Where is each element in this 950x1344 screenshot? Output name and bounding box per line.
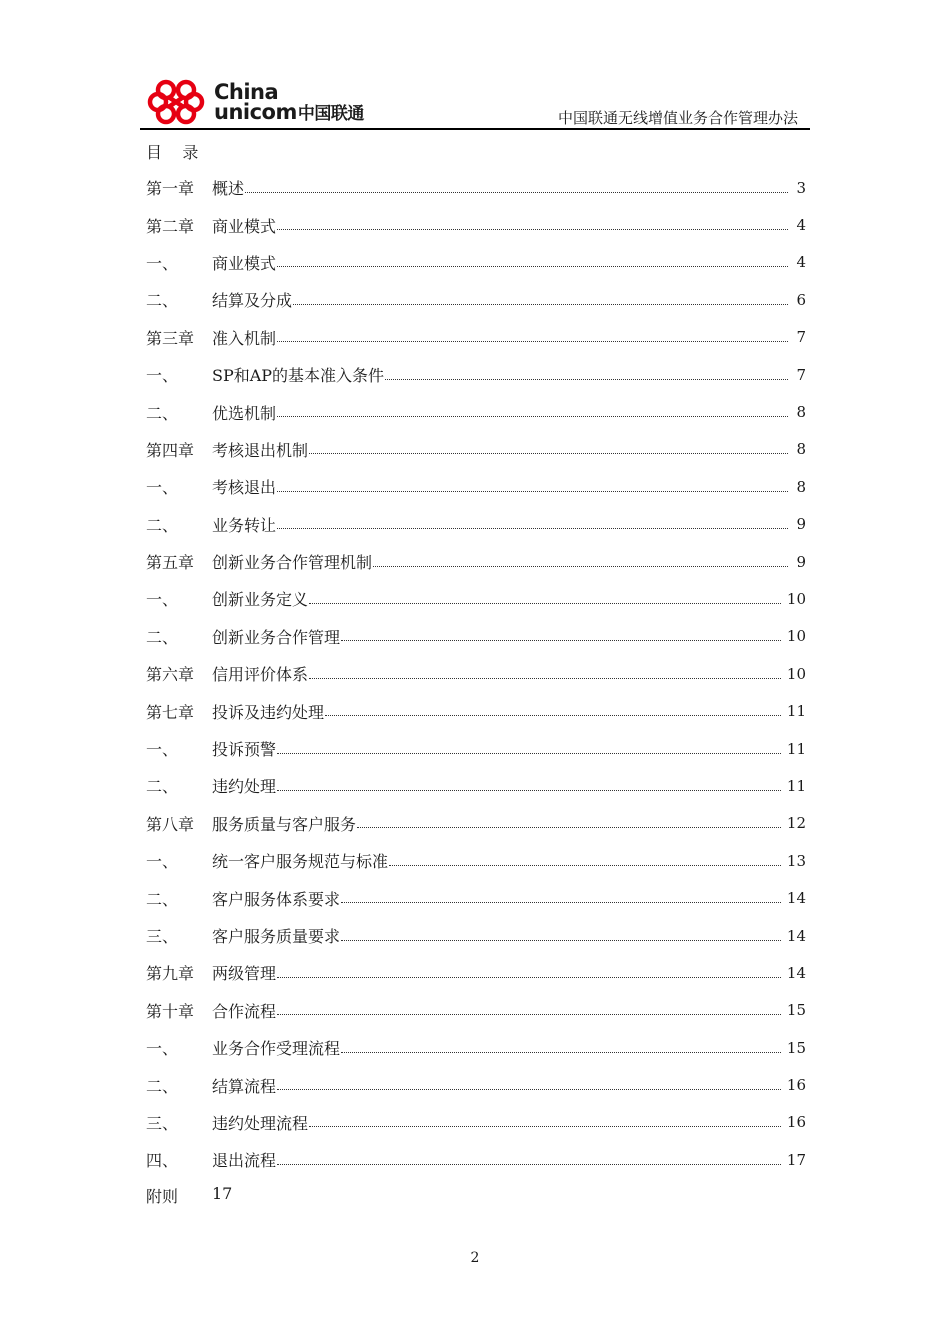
toc-entry[interactable]	[146, 618, 810, 655]
toc-dot-leader	[277, 527, 788, 529]
toc-entry[interactable]	[146, 917, 810, 954]
toc-entry-number: 二、	[146, 515, 179, 535]
toc-dot-leader	[385, 378, 788, 380]
toc-entry[interactable]	[146, 767, 810, 804]
toc-entry-number: 第二章	[146, 216, 195, 236]
toc-entry-page: 13	[786, 851, 806, 870]
toc-entry-title: 客户服务体系要求	[212, 889, 341, 909]
toc-entry-title: 客户服务质量要求	[212, 927, 341, 946]
toc-dot-leader	[309, 452, 788, 454]
toc-entry-title: 创新业务合作管理	[212, 627, 341, 647]
toc-dot-leader	[277, 789, 781, 791]
toc-dot-leader	[341, 939, 781, 941]
toc-entry-title: 准入机制	[212, 328, 277, 348]
toc-entry-number: 四、	[146, 1151, 179, 1171]
toc-entry-number: 第四章	[146, 440, 195, 460]
toc-entry[interactable]	[146, 431, 810, 468]
toc-entry-number: 二、	[146, 403, 179, 423]
toc-entry-page: 15	[786, 1001, 806, 1020]
logo-text-unicom	[214, 99, 364, 124]
toc-entry-page: 9	[796, 552, 806, 571]
toc-entry[interactable]	[146, 506, 810, 543]
toc-entry-page: 16	[786, 1076, 806, 1095]
toc-entry-number: 第六章	[146, 665, 195, 685]
toc-entry-title: 优选机制	[212, 403, 277, 423]
toc-entry-number: 第七章	[146, 702, 195, 722]
toc-entry-title: 违约处理流程	[212, 1113, 309, 1133]
toc-entry-number: 第八章	[146, 814, 195, 834]
toc-entry[interactable]	[146, 730, 810, 767]
table-of-contents	[146, 169, 810, 1179]
toc-dot-leader	[277, 1163, 781, 1165]
toc-entry-title: 退出流程	[212, 1151, 277, 1171]
toc-entry[interactable]	[146, 468, 810, 505]
toc-entry-title: 统一客户服务规范与标准	[212, 852, 389, 872]
toc-entry-number: 一、	[146, 740, 179, 760]
toc-dot-leader	[277, 265, 788, 267]
toc-entry-title: 考核退出	[212, 478, 277, 498]
toc-entry-title: 概述	[212, 179, 245, 199]
toc-dot-leader	[389, 864, 781, 866]
china-unicom-logo	[146, 72, 386, 128]
toc-entry-page: 8	[796, 403, 806, 422]
toc-entry[interactable]	[146, 356, 810, 393]
toc-entry-page: 10	[786, 664, 806, 683]
toc-entry-title: 商业模式	[212, 216, 277, 236]
toc-entry-page: 6	[796, 290, 806, 309]
toc-entry-page: 14	[786, 926, 806, 945]
toc-entry-page: 8	[796, 440, 806, 459]
toc-entry-number: 一、	[146, 852, 179, 872]
toc-dot-leader	[357, 826, 781, 828]
unicom-knot-icon	[146, 72, 212, 128]
toc-entry-title: 结算及分成	[212, 291, 293, 311]
toc-dot-leader	[293, 303, 788, 305]
toc-entry-page: 3	[796, 178, 806, 197]
toc-entry-title: SP和AP的基本准入条件	[212, 366, 385, 386]
toc-entry-page: 15	[786, 1038, 806, 1057]
toc-entry-title: 结算流程	[212, 1076, 277, 1096]
toc-appendix-row[interactable]	[146, 1184, 232, 1207]
toc-entry-title: 投诉及违约处理	[212, 702, 325, 722]
page-number: 2	[470, 1250, 480, 1266]
toc-entry-title: 信用评价体系	[212, 665, 309, 685]
toc-entry-title: 合作流程	[212, 1001, 277, 1021]
toc-entry[interactable]	[146, 281, 810, 318]
toc-entry-title: 业务转让	[212, 515, 277, 535]
toc-entry[interactable]	[146, 393, 810, 430]
toc-entry-page: 12	[786, 814, 806, 833]
toc-entry-page: 4	[796, 216, 806, 235]
toc-dot-leader	[277, 1013, 781, 1015]
toc-entry-title: 投诉预警	[212, 740, 277, 760]
toc-entry-page: 7	[796, 365, 806, 384]
toc-entry-page: 10	[786, 589, 806, 608]
toc-entry[interactable]	[146, 319, 810, 356]
toc-entry[interactable]	[146, 805, 810, 842]
toc-entry-number: 一、	[146, 478, 179, 498]
toc-entry-number: 一、	[146, 590, 179, 610]
toc-entry-page: 7	[796, 328, 806, 347]
toc-entry-title: 业务合作受理流程	[212, 1039, 341, 1059]
toc-entry[interactable]	[146, 580, 810, 617]
toc-appendix-label: 附则	[146, 1187, 179, 1206]
toc-entry-number: 二、	[146, 777, 179, 797]
toc-entry-number: 二、	[146, 889, 179, 909]
toc-dot-leader	[341, 901, 781, 903]
toc-entry-number: 二、	[146, 291, 179, 311]
toc-entry[interactable]	[146, 1066, 810, 1103]
toc-entry-title: 两级管理	[212, 964, 277, 984]
toc-entry-page: 8	[796, 477, 806, 496]
toc-dot-leader	[341, 1051, 781, 1053]
toc-entry[interactable]	[146, 954, 810, 991]
toc-entry[interactable]	[146, 992, 810, 1029]
toc-entry-page: 17	[786, 1150, 806, 1169]
toc-entry-title: 创新业务合作管理机制	[212, 553, 373, 573]
toc-entry-page: 14	[786, 889, 806, 908]
header-rule	[140, 128, 810, 130]
toc-entry[interactable]	[146, 692, 810, 729]
toc-entry-page: 11	[786, 776, 806, 795]
toc-entry-title: 考核退出机制	[212, 440, 309, 460]
toc-dot-leader	[325, 714, 781, 716]
toc-entry[interactable]	[146, 879, 810, 916]
toc-heading: 目 录	[146, 143, 199, 162]
toc-entry-number: 二、	[146, 1076, 179, 1096]
toc-entry-number: 二、	[146, 627, 179, 647]
toc-entry-page: 4	[796, 253, 806, 272]
toc-entry-number: 三、	[146, 1113, 179, 1133]
toc-dot-leader	[373, 565, 788, 567]
toc-entry-number: 第三章	[146, 328, 195, 348]
toc-entry-title: 违约处理	[212, 777, 277, 797]
toc-dot-leader	[277, 340, 788, 342]
toc-dot-leader	[277, 976, 781, 978]
toc-entry[interactable]	[146, 655, 810, 692]
page-header	[140, 70, 810, 130]
toc-dot-leader	[245, 191, 788, 193]
toc-dot-leader	[309, 602, 781, 604]
toc-entry-title: 创新业务定义	[212, 590, 309, 610]
toc-entry-page: 11	[786, 739, 806, 758]
toc-entry-number: 一、	[146, 1039, 179, 1059]
toc-entry-number: 第五章	[146, 553, 195, 573]
toc-appendix-page: 17	[212, 1184, 233, 1203]
toc-entry-page: 10	[786, 627, 806, 646]
toc-entry[interactable]	[146, 1104, 810, 1141]
toc-entry-title: 服务质量与客户服务	[212, 814, 357, 834]
toc-entry[interactable]	[146, 543, 810, 580]
toc-entry-number: 一、	[146, 253, 179, 273]
toc-entry[interactable]	[146, 169, 810, 206]
toc-entry-page: 11	[786, 702, 806, 721]
toc-entry[interactable]	[146, 842, 810, 879]
toc-dot-leader	[309, 677, 781, 679]
toc-entry[interactable]	[146, 1029, 810, 1066]
toc-entry[interactable]	[146, 244, 810, 281]
toc-entry-number: 第十章	[146, 1001, 195, 1021]
toc-dot-leader	[277, 415, 788, 417]
toc-dot-leader	[341, 639, 781, 641]
toc-entry-page: 16	[786, 1113, 806, 1132]
toc-entry[interactable]	[146, 1141, 810, 1178]
toc-entry[interactable]	[146, 206, 810, 243]
toc-entry-number: 三、	[146, 927, 179, 946]
toc-dot-leader	[277, 228, 788, 230]
logo-text-china: China	[214, 80, 279, 104]
toc-dot-leader	[309, 1125, 781, 1127]
logo-text-unicom-cn: 中国联通	[297, 104, 364, 124]
logo-text-unicom-en: unicom	[214, 100, 297, 124]
toc-entry-number: 一、	[146, 366, 179, 386]
toc-entry-number: 第一章	[146, 179, 195, 199]
toc-entry-number: 第九章	[146, 964, 195, 984]
toc-entry-title: 商业模式	[212, 253, 277, 273]
toc-dot-leader	[277, 490, 788, 492]
toc-dot-leader	[277, 1088, 781, 1090]
document-title: 中国联通无线增值业务合作管理办法	[557, 109, 798, 127]
toc-entry-page: 9	[796, 515, 806, 534]
toc-dot-leader	[277, 752, 781, 754]
toc-entry-page: 14	[786, 963, 806, 982]
